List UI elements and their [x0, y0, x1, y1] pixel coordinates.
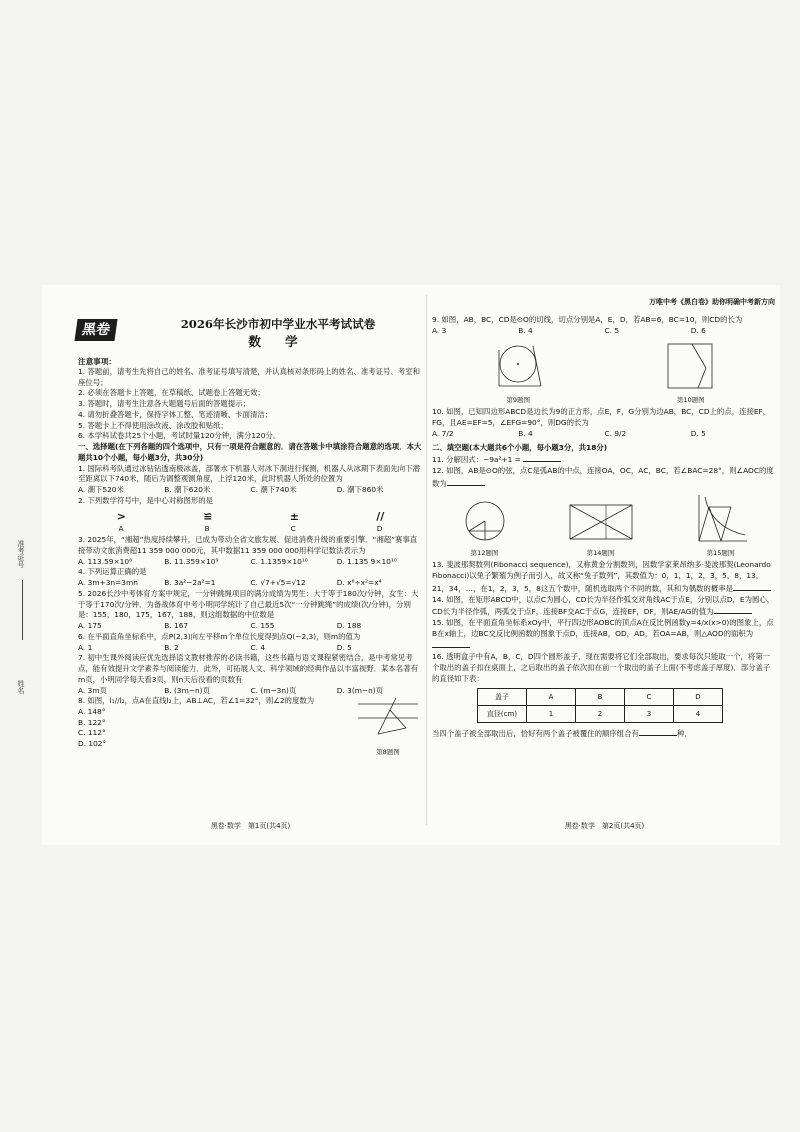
question-8: 8. 如图，l₁//l₂，点A在直线l₂上，AB⊥AC，若∠1=32°，则∠2的度数为	[78, 696, 315, 706]
question-12-stem: 12. 如图，AB是⊙O的弦，点C是弧AB的中点，连接OA，OC，AC，BC，若∠BAC=28°，则∠AOC的度数为	[432, 465, 774, 488]
page-1-footer: 黑卷·数学 第1页(共4页)	[210, 822, 291, 830]
question-14	[432, 595, 777, 618]
option: C. 1.1359×10¹⁰	[250, 556, 308, 566]
symbol-greater: >	[116, 509, 126, 523]
table-row	[478, 706, 723, 723]
table-cell: 直径(cm)	[478, 706, 527, 723]
option: D. 3(m−n)页	[336, 685, 384, 695]
option: D. 5	[336, 642, 352, 652]
question-4-options	[78, 578, 423, 589]
option: B. 潮下620米	[164, 485, 211, 495]
question-4: 4. 下列运算正确的是	[78, 567, 147, 577]
option: A. 1	[78, 642, 93, 652]
option: B. 4	[518, 428, 533, 438]
disk-table	[477, 688, 723, 723]
table-header-cell: A	[527, 689, 576, 706]
figure-8-drawing	[356, 696, 420, 744]
answer-blank[interactable]	[639, 727, 677, 736]
symbol-congruent: ≌	[203, 509, 213, 523]
figure-9	[489, 340, 547, 405]
figure-15-caption: 第15题图	[706, 548, 735, 557]
answer-blank[interactable]	[523, 453, 561, 462]
option: B. 167	[164, 621, 189, 631]
figure-14-drawing	[566, 499, 636, 545]
figure-15	[693, 493, 749, 558]
figure-14	[566, 499, 636, 558]
answer-blank[interactable]	[432, 639, 470, 648]
figure-8-caption: 第8题图	[376, 747, 400, 756]
answer-blank[interactable]	[733, 582, 771, 591]
note-item: 2. 必须在答题卡上答题，在草稿纸、试题卷上答题无效；	[78, 388, 265, 398]
question-7: 7. 初中生课外阅读应优先选择语文教材推荐的必读书籍，这些书籍与语文课程紧密结合，是中考常见考点，能有效提升文学素养与阅读能力．此外，可拓展人文、科学领域的经典作品以丰富视野．某本名著有m页，小明同学每天看3页，则n天后没看的页数有	[78, 653, 418, 684]
question-16-tail-text: 当四个盖子被全部取出后，恰好有两个盖子被覆住的顺序组合有	[432, 729, 639, 739]
answer-blank[interactable]	[447, 477, 485, 486]
question-16-unit: 种．	[676, 729, 692, 739]
option: C. (m−3n)页	[250, 685, 297, 695]
option: A. 175	[78, 621, 102, 631]
option: C. 9/2	[604, 428, 627, 438]
question-5-options	[78, 621, 423, 632]
question-13-stem: 13. 斐波那契数列(Fibonacci sequence)，又称黄金分割数列，因数学家莱昂纳多·斐波那契(Leonardo Fibonacci)以兔子繁殖为例子而引入，故又称“兔子数列”，其数值为：0，1，1，2，3，5，8，13，21，34，…，在1，2，3，5，8这五个数中，随机选取两个不同的数，其和为偶数的概率是	[432, 560, 771, 593]
option: D. 潮下860米	[336, 485, 384, 495]
section1-heading: 一、选择题(在下列各题的四个选项中，只有一项是符合题意的．请在答题卡中填涂符合题意的选项．本大题共10个小题，每小题3分，共30分)	[78, 442, 422, 462]
table-cell: 4	[674, 706, 723, 723]
option: B. 2	[164, 642, 179, 652]
question-11	[432, 453, 777, 466]
note-item: 4. 请勿折叠答题卡，保持字体工整、笔迹清晰、卡面清洁；	[78, 409, 273, 419]
figure-10-drawing	[662, 340, 720, 392]
option: B. 4	[518, 325, 533, 335]
page-divider	[426, 295, 427, 825]
option: B. (3m−n)页	[164, 685, 210, 695]
question-2: 2. 下列数学符号中，是中心对称图形的是	[78, 495, 214, 505]
question-13	[432, 560, 777, 594]
question-7-options	[78, 686, 423, 697]
figure-9-caption: 第9题图	[506, 395, 531, 404]
option: D. 188	[336, 621, 362, 631]
heijuan-logo: 黑卷	[74, 319, 117, 341]
option: A. 113.59×10⁸	[78, 556, 133, 566]
answer-blank[interactable]	[714, 605, 752, 614]
question-16: 16. 透明盒子中有A，B，C，D四个圆形盖子，现在需要将它们全部取出，要求每次只能取一个，将第一个取出的盖子扣在桌面上，之后取出的盖子依次扣在前一个取出的盖子上面(不考虑盖子厚度)．部分盖子的直径如下表：	[432, 652, 771, 683]
option: B. 3a²−2a²=1	[164, 578, 216, 588]
question-1-options	[78, 485, 423, 496]
table-header-cell: D	[674, 689, 723, 706]
exam-sheet	[17, 285, 780, 845]
table-header-cell: 盖子	[478, 689, 527, 706]
question-5: 5. 2026长沙中考体育方案中规定，一分钟跳绳项目的满分成绩为男生：大于等于180次/分钟，女生：大于等于170次/分钟．为备战体育中考小明同学统计了自己最近5次“一分钟跳绳”的成绩(次/分钟)，分别是：155，180，175，167，188，则这组数据的中位数是	[78, 588, 419, 620]
option: B. 122°	[78, 717, 106, 727]
option-label: B	[204, 524, 210, 534]
page-2-content	[432, 315, 777, 740]
table-cell: 2	[576, 706, 625, 723]
option: A. 3m+3n=3mn	[78, 578, 138, 588]
question-6: 6. 在平面直角坐标系中，点P(2,3)向左平移m个单位长度得到点Q(−2,3)，则m的值为	[78, 631, 361, 641]
option: A. 潮下520米	[78, 485, 124, 495]
table-header-cell: B	[576, 689, 625, 706]
question-1: 1. 国际科考队通过冰钻钻透南极冰盖，部署水下机器人对冰下洞进行探测，机器人从冰期下表面先向下潜至距离以下740米，随后为调整观测角度，上浮120米，此时机器人所处的位置为	[78, 463, 420, 484]
option: A. 7/2	[432, 428, 454, 438]
question-3-options	[78, 557, 423, 568]
symbol-parallel: //	[376, 509, 385, 523]
figures-12-14-15	[432, 493, 777, 558]
option: C. 155	[250, 621, 275, 631]
option: B. 11.359×10⁹	[164, 556, 219, 566]
option: C. 112°	[78, 728, 106, 738]
option: A. 3	[432, 325, 447, 335]
figure-9-drawing	[489, 340, 547, 392]
exam-number-label: 准考证号	[17, 540, 25, 568]
exam-title: 2026年长沙市初中学业水平考试试卷	[180, 317, 376, 331]
note-item: 1. 答题前，请考生先将自己的姓名、准考证号填写清楚，并认真核对条形码上的姓名、准考证号、考室和座位号；	[78, 367, 420, 387]
option: D. 1.135 9×10¹⁰	[336, 556, 397, 566]
option: C. 潮下740米	[250, 485, 297, 495]
figure-12	[461, 499, 509, 558]
question-9-options	[432, 326, 777, 337]
slogan: 万唯中考《黑白卷》助你明确中考新方向	[649, 298, 775, 306]
option: A. 3m页	[78, 685, 107, 695]
exam-number-line	[22, 580, 23, 640]
name-label: 姓名	[17, 680, 25, 694]
page-2	[432, 285, 777, 845]
table-header-cell: C	[625, 689, 674, 706]
figure-10-caption: 第10题图	[676, 395, 705, 404]
question-2-symbols	[78, 509, 423, 525]
question-6-options	[78, 643, 423, 654]
page-2-footer: 黑卷·数学 第2页(共4页)	[564, 822, 645, 830]
option: A. 148°	[78, 706, 106, 716]
exam-subject: 数 学	[248, 334, 308, 349]
section2-heading: 二、填空题(本大题共6个小题，每小题3分，共18分)	[432, 442, 608, 452]
table-cell: 3	[625, 706, 674, 723]
figure-8	[353, 696, 423, 757]
question-9: 9. 如图，AB，BC，CD是⊙O的切线，切点分别是A，E，D，若AB=6，BC=10，则CD的长为	[432, 315, 743, 324]
option-label: A	[118, 524, 124, 534]
binding-strip	[17, 285, 76, 845]
question-10-options	[432, 429, 777, 440]
option: D. 5	[690, 428, 706, 438]
symbol-plus-minus: ±	[289, 509, 299, 523]
note-item: 5. 答题卡上不得使用涂改液、涂改胶和贴纸；	[78, 420, 228, 430]
option: D. x⁶÷x²=x⁴	[336, 578, 382, 588]
question-8-block	[78, 696, 423, 757]
figure-12-drawing	[461, 499, 509, 545]
question-10: 10. 如图，已知四边形ABCD是边长为9的正方形，点E，F，G分别为边AB，BC，CD上的点，连接EF，FG，且AE=EF=5，∠EFG=90°，则DG的长为	[432, 407, 771, 428]
note-item: 3. 答题时，请考生注意各大题题号后面的答题提示；	[78, 399, 250, 409]
question-3: 3. 2025年，“湘超”热度持续攀升，已成为带动全省文旅发展、促进消费升级的重要引擎．“湘超”赛事直接带动文旅消费超11 359 000 000元，其中数据11 359 000 000用科学记数法表示为	[78, 535, 418, 555]
page-1	[78, 285, 423, 845]
table-row	[478, 689, 723, 706]
option: C. 5	[604, 325, 620, 335]
question-2-labels	[78, 524, 423, 535]
option: C. 4	[250, 642, 266, 652]
figure-14-caption: 第14题图	[586, 548, 615, 557]
note-item: 6. 本学科试卷共25个小题，考试时量120分钟，满分120分。	[78, 431, 281, 441]
figure-10	[662, 340, 720, 405]
question-16-tail	[432, 727, 777, 740]
option: C. √7+√5=√12	[250, 578, 306, 588]
question-15-stem: 15. 如图，在平面直角坐标系xOy中，平行四边形AOBC的顶点A在反比例函数y=4/x(x>0)的图象上，点B在x轴上，边BC交反比例函数的图象于点D，连接AB，OD，AD，若OA=AB，则△AOD的面积为	[432, 617, 774, 638]
notes-heading: 注意事项：	[78, 357, 116, 366]
option: D. 102°	[78, 739, 107, 749]
figure-15-drawing	[693, 493, 749, 545]
figure-12-caption: 第12题图	[470, 548, 499, 557]
notes-block	[78, 356, 423, 757]
figures-9-10	[432, 340, 777, 405]
question-14-stem: 14. 如图，在矩形ABCD中，以点C为圆心，CD长为半径作弧交对角线AC于点E，分别以点D，E为圆心，CD长为半径作弧，两弧交于点F，连接BF交AC于点G，连接EF，DF，则AE/AG的值为	[432, 594, 775, 617]
table-cell: 1	[527, 706, 576, 723]
question-15	[432, 618, 777, 652]
option: D. 6	[690, 325, 706, 335]
question-11-stem: 11. 分解因式：−9a²+1 =	[432, 455, 524, 465]
question-12	[432, 466, 777, 489]
option-label: D	[376, 524, 383, 534]
option-label: C	[290, 524, 296, 534]
